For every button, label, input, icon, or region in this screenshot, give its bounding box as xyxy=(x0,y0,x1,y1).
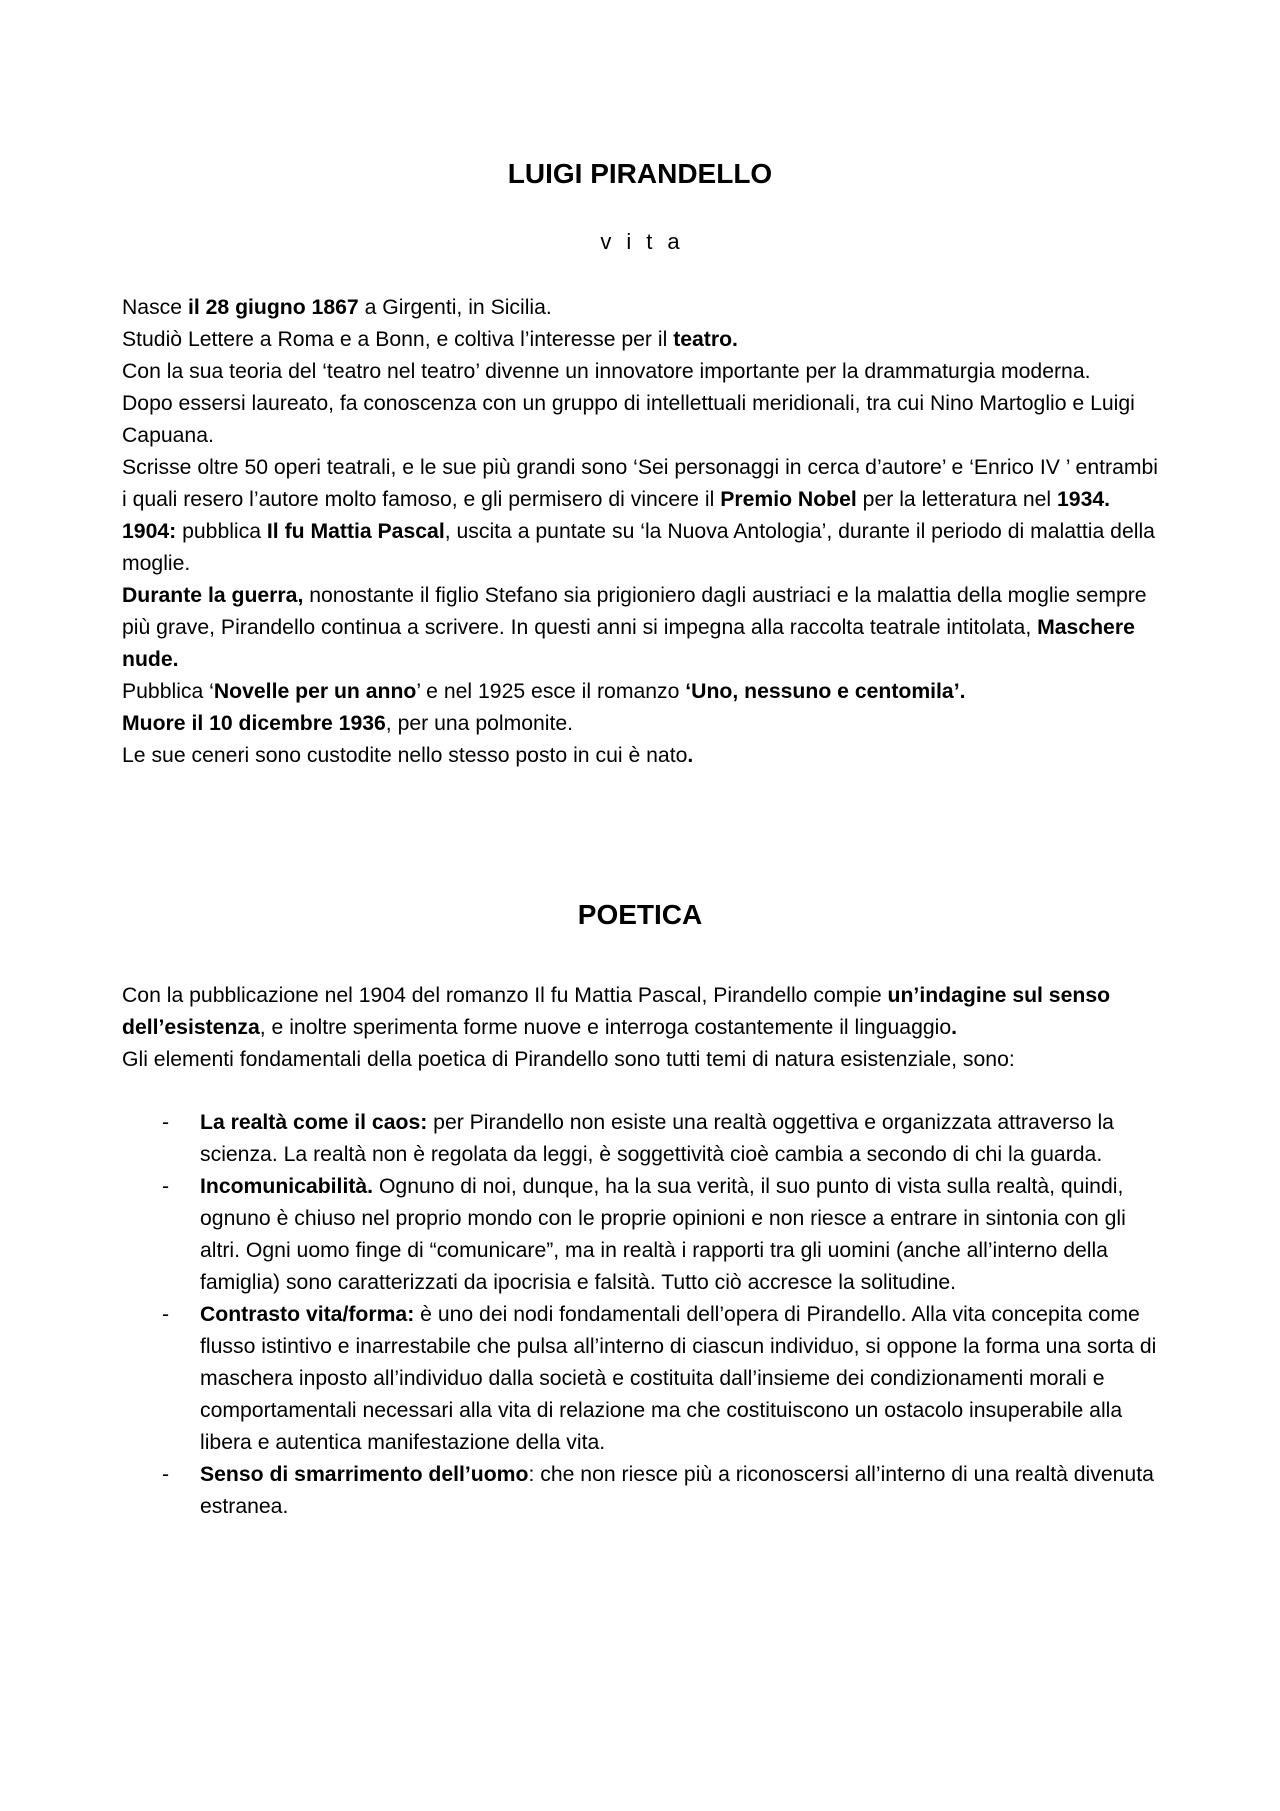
bio-paragraph: Durante la guerra, nonostante il figlio Stefano sia prigioniero dagli austriaci e la malattia della moglie sempre più grave, Pirandello continua a scrivere. In questi anni si impegna alla raccolta teatrale intitolata, Maschere nude. xyxy=(122,584,1147,671)
bio-paragraph: Le sue ceneri sono custodite nello stesso posto in cui è nato. xyxy=(122,744,694,767)
bio-paragraph: Scrisse oltre 50 operi teatrali, e le sue più grandi sono ‘Sei personaggi in cerca d’autore’ e ‘Enrico IV ’ entrambi i quali resero l’autore molto famoso, e gli permisero di vincere il Premio Nobel per la letteratura nel 1934. xyxy=(122,456,1158,511)
section-title-poetica: POETICA xyxy=(577,899,703,930)
bio-paragraph: Pubblica ‘Novelle per un anno’ e nel 1925 esce il romanzo ‘Uno, nessuno e centomila’. xyxy=(122,680,966,703)
poetica-themes-list xyxy=(122,1107,1158,1523)
list-dash: - xyxy=(162,1175,170,1198)
list-item: - La realtà come il caos: per Pirandello non esiste una realtà oggettiva e organizzata attraverso la scienza. La realtà non è regolata da leggi, è soggettività cioè cambia a secondo di chi la guarda. xyxy=(122,1107,1158,1171)
bio-paragraph: Muore il 10 dicembre 1936, per una polmonite. xyxy=(122,712,574,735)
biography-section xyxy=(122,292,1158,772)
intro-paragraph: Con la pubblicazione nel 1904 del romanzo Il fu Mattia Pascal, Pirandello compie un’indagine sul senso dell’esistenza, e inoltre sperimenta forme nuove e interroga costantemente il linguaggio. xyxy=(122,984,1111,1039)
bio-paragraph: Con la sua teoria del ‘teatro nel teatro’ divenne un innovatore importante per la drammaturgia moderna. xyxy=(122,360,1091,383)
list-item: - Incomunicabilità. Ognuno di noi, dunque, ha la sua verità, il suo punto di vista sulla realtà, quindi, ognuno è chiuso nel proprio mondo con le proprie opinioni e non riesce a entrare in sintonia con gli altri. Ogni uomo finge di “comunicare”, ma in realtà i rapporti tra gli uomini (anche all’interno della famiglia) sono caratterizzati da ipocrisia e falsità. Tutto ciò accresce la solitudine. xyxy=(122,1171,1158,1299)
bio-paragraph: Dopo essersi laureato, fa conoscenza con un gruppo di intellettuali meridionali, tra cui Nino Martoglio e Luigi Capuana. xyxy=(122,392,1135,447)
section-subtitle-vita: vita xyxy=(600,229,695,254)
document-title: LUIGI PIRANDELLO xyxy=(507,158,773,189)
bio-paragraph: 1904: pubblica Il fu Mattia Pascal, uscita a puntate su ‘la Nuova Antologia’, durante il periodo di malattia della moglie. xyxy=(122,520,1155,575)
list-item: - Contrasto vita/forma: è uno dei nodi fondamentali dell’opera di Pirandello. Alla vita concepita come flusso istintivo e inarrestabile che pulsa all’interno di ciascun individuo, si oppone la forma una sorta di maschera inposto all’individuo dalla società e costituita dall’insieme dei condizionamenti morali e comportamentali necessari alla vita di relazione ma che costituiscono un ostacolo insuperabile alla libera e autentica manifestazione della vita. xyxy=(122,1299,1158,1459)
list-item: - Senso di smarrimento dell’uomo: che non riesce più a riconoscersi all’interno di una realtà divenuta estranea. xyxy=(122,1459,1158,1523)
list-dash: - xyxy=(162,1303,170,1326)
poetica-intro xyxy=(122,980,1158,1076)
list-dash: - xyxy=(162,1111,170,1134)
bio-paragraph: Studiò Lettere a Roma e a Bonn, e coltiva l’interesse per il teatro. xyxy=(122,328,738,351)
intro-paragraph: Gli elementi fondamentali della poetica di Pirandello sono tutti temi di natura esistenziale, sono: xyxy=(122,1048,1015,1071)
bio-paragraph: Nasce il 28 giugno 1867 a Girgenti, in Sicilia. xyxy=(122,296,552,319)
list-dash: - xyxy=(162,1463,170,1486)
